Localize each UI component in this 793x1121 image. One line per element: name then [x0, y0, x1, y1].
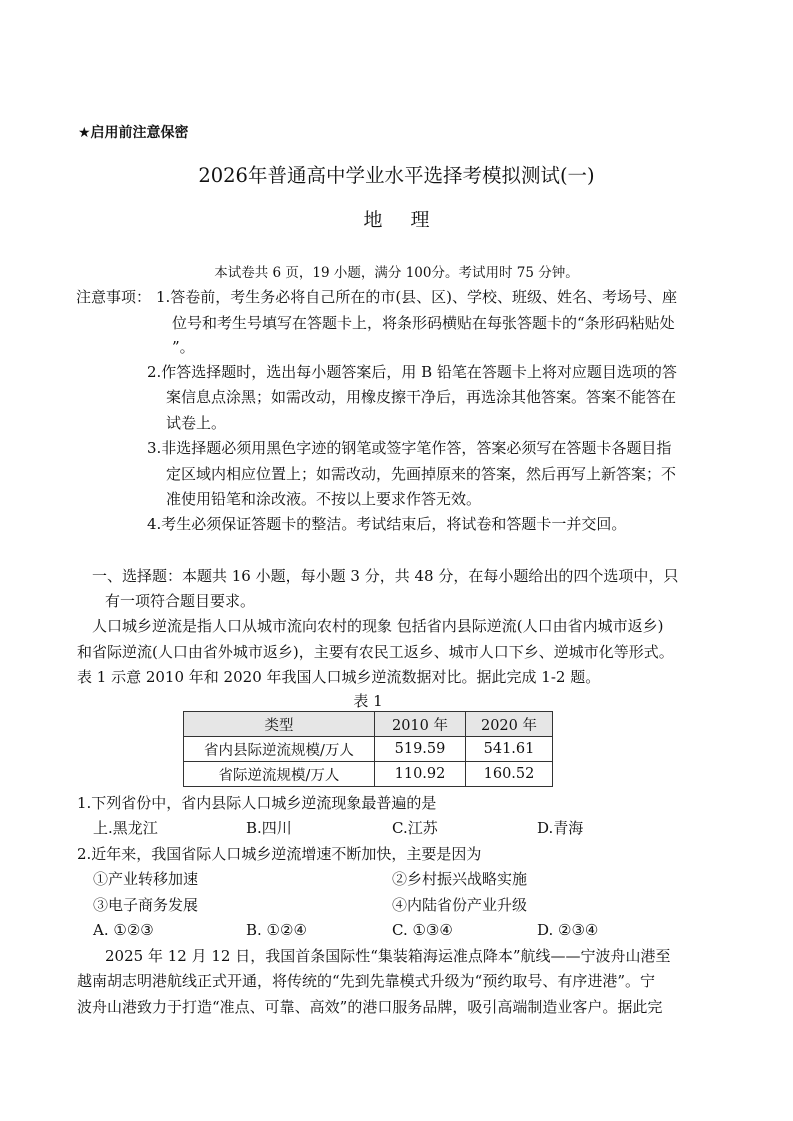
table-cell: 541.61 [466, 737, 553, 762]
note-1-line-2: 位号和考生号填写在答题卡上，将条形码横贴在每张答题卡的“条形码粘贴处 [172, 314, 675, 332]
note-2-line-2: 案信息点涂黑；如需改动，用橡皮擦干净后，再选涂其他答案。答案不能答在 [166, 388, 677, 406]
note-3-line-1: 3.非选择题必须用黑色字迹的钢笔或签字笔作答，答案必须写在答题卡各题目指 [147, 439, 672, 457]
table-row [184, 737, 553, 762]
passage2-line-1: 2025 年 12 月 12 日，我国首条国际性“集装箱海运准点降本”航线——宁波舟山港至 [105, 947, 671, 965]
table-header-2010: 2010 年 [375, 712, 466, 737]
note-1-line-3: ”。 [172, 338, 195, 356]
question-2-option-a: A. ①②③ [93, 921, 154, 939]
question-2-option-d: D. ②③④ [537, 921, 599, 939]
table-cell: 省际逆流规模/万人 [184, 762, 375, 787]
table-header-row [184, 712, 553, 737]
table-caption: 表 1 [353, 692, 383, 710]
table-row [184, 762, 553, 787]
section-heading-line-2: 有一项符合题目要求。 [105, 592, 256, 610]
note-3-line-3: 准使用铅笔和涂改液。不按以上要求作答无效。 [166, 490, 482, 508]
note-4: 4.考生必须保证答题卡的整洁。考试结束后，将试卷和答题卡一并交回。 [147, 515, 627, 533]
table-cell: 110.92 [375, 762, 466, 787]
note-2-line-3: 试卷上。 [166, 414, 227, 432]
passage2-line-3: 波舟山港致力于打造“准点、可靠、高效”的港口服务品牌，吸引高端制造业客户。据此完 [77, 998, 663, 1016]
question-2-stem: 2.近年来，我国省际人口城乡逆流增速不断加快，主要是因为 [77, 845, 482, 863]
question-2-item-4: ④内陆省份产业升级 [392, 896, 528, 914]
question-2-option-b: B. ①②④ [246, 921, 307, 939]
confidential-mark: ★启用前注意保密 [78, 125, 189, 141]
passage-line-1: 人口城乡逆流是指人口从城市流向农村的现象 包括省内县际逆流(人口由省内城市返乡) [92, 617, 664, 635]
subject-title: 地理 [363, 209, 458, 231]
question-1-stem: 1.下列省份中，省内县际人口城乡逆流现象最普遍的是 [77, 794, 437, 812]
notes-label: 注意事项： [76, 288, 152, 306]
passage-line-3: 表 1 示意 2010 年和 2020 年我国人口城乡逆流数据对比。据此完成 1-2 题。 [77, 668, 601, 686]
question-1-option-c: C.江苏 [392, 819, 438, 837]
question-2-item-2: ②乡村振兴战略实施 [392, 870, 528, 888]
table-header-type: 类型 [184, 712, 375, 737]
table-header-2020: 2020 年 [466, 712, 553, 737]
question-1-option-a: 上.黑龙江 [93, 819, 158, 837]
data-table [183, 711, 553, 787]
table-cell: 519.59 [375, 737, 466, 762]
question-2-item-3: ③电子商务发展 [93, 896, 199, 914]
note-2-line-1: 2.作答选择题时，选出每小题答案后，用 B 铅笔在答题卡上将对应题目选项的答 [147, 363, 677, 381]
question-1-option-d: D.青海 [537, 819, 584, 837]
question-1-option-b: B.四川 [246, 819, 292, 837]
question-2-item-1: ①产业转移加速 [93, 870, 199, 888]
section-heading-line-1: 一、选择题：本题共 16 小题，每小题 3 分，共 48 分，在每小题给出的四个选项中，只 [92, 567, 679, 585]
table-cell: 省内县际逆流规模/万人 [184, 737, 375, 762]
note-3-line-2: 定区域内相应位置上；如需改动，先画掉原来的答案，然后再写上新答案；不 [166, 465, 677, 483]
exam-title: 2026年普通高中学业水平选择考模拟测试(一) [198, 164, 595, 187]
note-1-line-1: 1.答卷前，考生务必将自己所在的市(县、区)、学校、班级、姓名、考场号、座 [156, 288, 678, 306]
exam-meta: 本试卷共 6 页，19 小题，满分 100分。考试用时 75 分钟。 [214, 265, 579, 281]
passage-line-2: 和省际逆流(人口由省外城市返乡)，主要有农民工返乡、城市人口下乡、逆城市化等形式。 [77, 643, 674, 661]
table-cell: 160.52 [466, 762, 553, 787]
question-2-option-c: C. ①③④ [392, 921, 453, 939]
passage2-line-2: 越南胡志明港航线正式开通，将传统的“先到先靠模式升级为“预约取号、有序进港”。宁 [77, 972, 656, 990]
